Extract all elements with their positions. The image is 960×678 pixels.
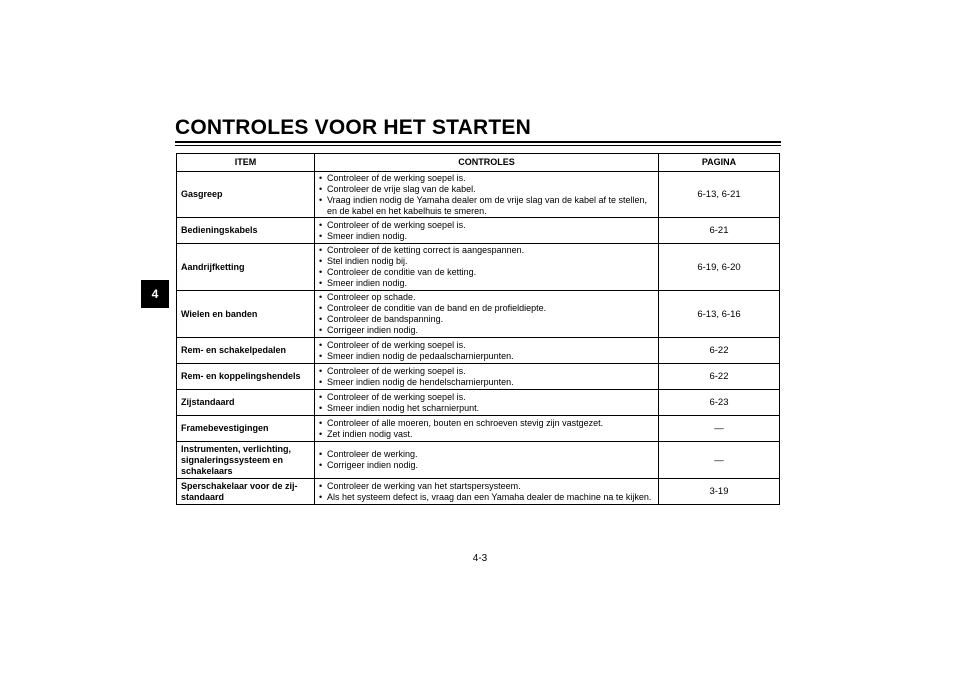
check-item: • Vraag indien nodig de Yamaha dealer om de vrije slag van de kabel af te stellen, en de kabel en het kabelhuis te smeren. — [319, 195, 654, 217]
check-list — [319, 220, 654, 242]
title-rule-thick — [175, 141, 781, 143]
row-item-name: Instrumenten, verlichting, signaleringssysteem en schakelaars — [177, 442, 315, 479]
check-item: • Controleer de vrije slag van de kabel. — [319, 184, 654, 195]
check-list — [319, 292, 654, 336]
check-item: • Corrigeer indien nodig. — [319, 460, 654, 471]
table-row — [177, 218, 780, 244]
row-page-ref: — — [659, 442, 780, 479]
page-number: 4-3 — [472, 553, 488, 564]
table-row — [177, 338, 780, 364]
row-checks — [315, 218, 659, 244]
check-item: • Controleer de bandspanning. — [319, 314, 654, 325]
check-item: • Controleer of de werking soepel is. — [319, 392, 654, 403]
table-row — [177, 442, 780, 479]
row-checks — [315, 338, 659, 364]
table-body — [177, 172, 780, 505]
check-item: • Als het systeem defect is, vraag dan een Yamaha dealer de machine na te kijken. — [319, 492, 654, 503]
row-item-name: Rem- en schakelpedalen — [177, 338, 315, 364]
table-row — [177, 364, 780, 390]
check-list — [319, 340, 654, 362]
table-row — [177, 172, 780, 218]
row-checks — [315, 442, 659, 479]
check-item: • Controleer of de werking soepel is. — [319, 220, 654, 231]
check-item: • Smeer indien nodig het scharnierpunt. — [319, 403, 654, 414]
table-row — [177, 416, 780, 442]
row-page-ref: 6-22 — [659, 338, 780, 364]
check-list — [319, 366, 654, 388]
row-page-ref: 6-21 — [659, 218, 780, 244]
row-checks — [315, 390, 659, 416]
row-page-ref: 6-13, 6-16 — [659, 291, 780, 338]
table-row — [177, 390, 780, 416]
row-checks — [315, 479, 659, 505]
table-row — [177, 479, 780, 505]
row-page-ref: 6-23 — [659, 390, 780, 416]
table-row — [177, 291, 780, 338]
column-header-page: PAGINA — [659, 154, 780, 172]
row-item-name: Framebevestigingen — [177, 416, 315, 442]
page-title: CONTROLES VOOR HET STARTEN — [175, 116, 531, 139]
check-item: • Smeer indien nodig de hendelscharnierpunten. — [319, 377, 654, 388]
table-row — [177, 244, 780, 291]
row-checks — [315, 172, 659, 218]
check-item: • Controleer de conditie van de band en de profieldiepte. — [319, 303, 654, 314]
check-item: • Controleer de werking van het startspersysteem. — [319, 481, 654, 492]
check-item: • Zet indien nodig vast. — [319, 429, 654, 440]
row-checks — [315, 244, 659, 291]
check-list — [319, 481, 654, 503]
row-item-name: Aandrijfketting — [177, 244, 315, 291]
row-checks — [315, 364, 659, 390]
row-page-ref: 6-19, 6-20 — [659, 244, 780, 291]
check-item: • Controleer of de werking soepel is. — [319, 340, 654, 351]
row-page-ref: 6-13, 6-21 — [659, 172, 780, 218]
row-item-name: Wielen en banden — [177, 291, 315, 338]
row-item-name: Rem- en koppelingshendels — [177, 364, 315, 390]
check-list — [319, 418, 654, 440]
check-list — [319, 392, 654, 414]
pre-operation-checklist-table — [176, 153, 780, 505]
column-header-item: ITEM — [177, 154, 315, 172]
row-item-name: Gasgreep — [177, 172, 315, 218]
table-header-row — [177, 154, 780, 172]
check-item: • Smeer indien nodig. — [319, 278, 654, 289]
check-item: • Stel indien nodig bij. — [319, 256, 654, 267]
check-item: • Corrigeer indien nodig. — [319, 325, 654, 336]
check-item: • Controleer of alle moeren, bouten en schroeven stevig zijn vastgezet. — [319, 418, 654, 429]
check-item: • Controleer of de ketting correct is aangespannen. — [319, 245, 654, 256]
row-page-ref: 6-22 — [659, 364, 780, 390]
chapter-tab: 4 — [141, 280, 169, 308]
row-item-name: Bedieningskabels — [177, 218, 315, 244]
row-item-name: Sperschakelaar voor de zij-standaard — [177, 479, 315, 505]
row-checks — [315, 291, 659, 338]
row-page-ref: — — [659, 416, 780, 442]
column-header-checks: CONTROLES — [315, 154, 659, 172]
check-list — [319, 449, 654, 471]
row-item-name: Zijstandaard — [177, 390, 315, 416]
check-item: • Controleer de conditie van de ketting. — [319, 267, 654, 278]
title-rule-thin — [175, 145, 781, 146]
check-list — [319, 173, 654, 217]
row-page-ref: 3-19 — [659, 479, 780, 505]
check-list — [319, 245, 654, 289]
check-item: • Controleer of de werking soepel is. — [319, 366, 654, 377]
row-checks — [315, 416, 659, 442]
check-item: • Controleer of de werking soepel is. — [319, 173, 654, 184]
check-item: • Smeer indien nodig. — [319, 231, 654, 242]
check-item: • Controleer op schade. — [319, 292, 654, 303]
check-item: • Controleer de werking. — [319, 449, 654, 460]
check-item: • Smeer indien nodig de pedaalscharnierpunten. — [319, 351, 654, 362]
